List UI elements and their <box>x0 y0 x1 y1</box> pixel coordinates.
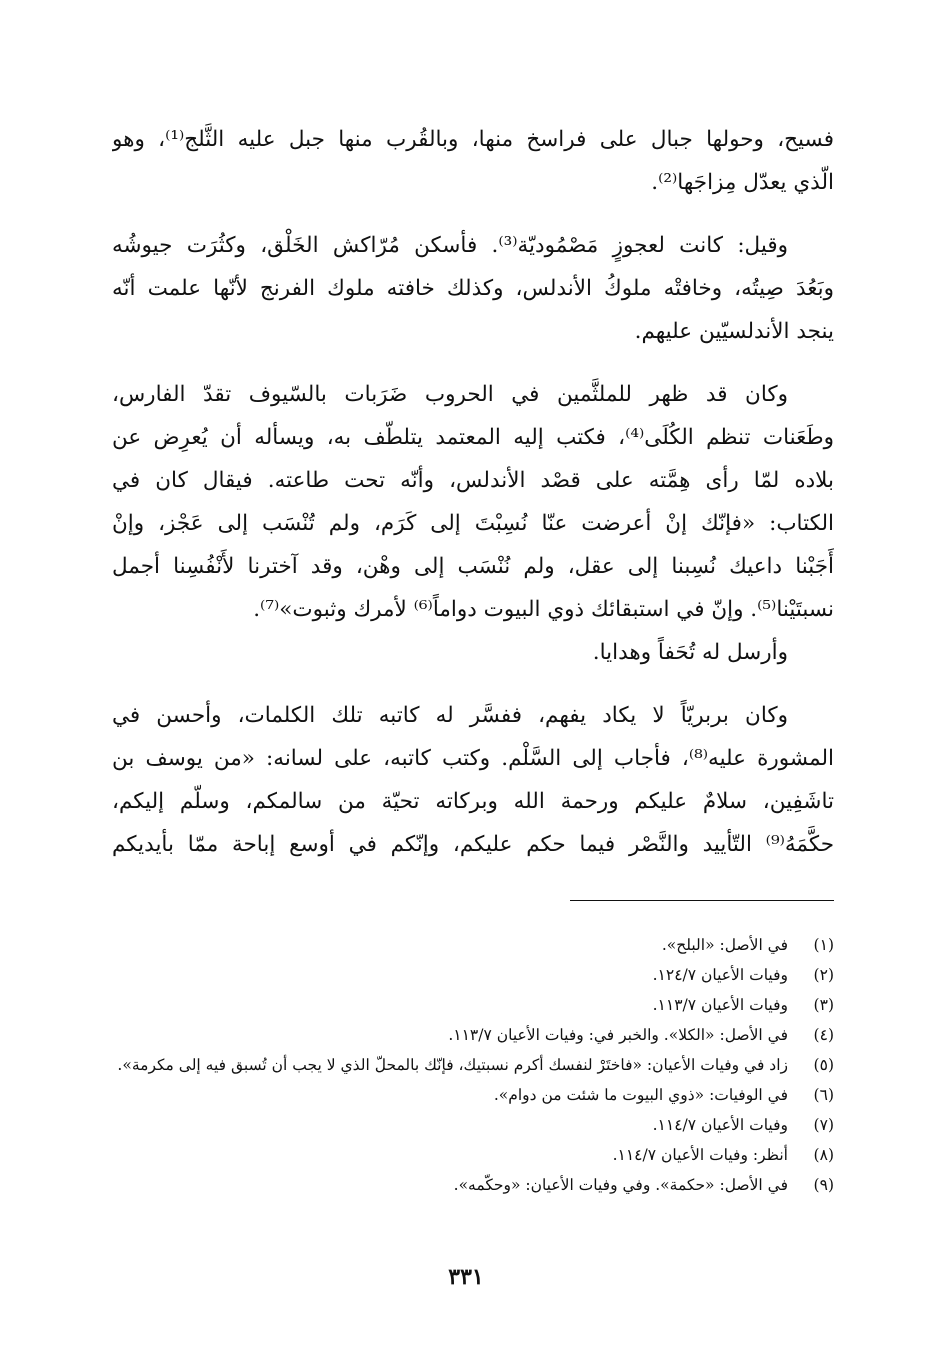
footnote <box>112 1020 834 1050</box>
footnote <box>112 1050 834 1080</box>
footnote <box>112 990 834 1020</box>
paragraph <box>112 373 834 631</box>
text-line: تاشَفِين، سلامٌ عليكم ورحمة الله وبركاته تحيّة من سالمكم، وسلّم إليكم، <box>112 789 834 814</box>
text-line: الكتاب: «فإنّك إنْ أعرضت عنّا نُسِبْتَ إلى كَرَم، ولم تُنْسَب إلى عَجْز، وإنْ <box>112 511 834 536</box>
text-line: الّذي يعدّل مِزاجَها⁽²⁾. <box>651 170 834 195</box>
footnote <box>112 960 834 990</box>
text-line: وأرسل له تُحَفاً وهدايا. <box>592 640 788 665</box>
footnote-divider <box>570 900 834 901</box>
footnote-text: زاد في وفيات الأعيان: «فاختَرْ لنفسك أكرم نسبتيك، فإنّك بالمحلّ الذي لا يجب أن تُسبق فيه إلى مكرمة». <box>117 1056 788 1074</box>
footnote <box>112 1170 834 1200</box>
paragraph <box>112 118 834 204</box>
footnote-text: في الوفيات: «ذوي البيوت ما شئت من دوام». <box>493 1086 788 1104</box>
footnote <box>112 1080 834 1110</box>
footnote-text: في الأصل: «الكلا». والخبر في: وفيات الأعيان ١١٣/٧. <box>448 1026 788 1044</box>
paragraph <box>112 631 834 674</box>
text-line: وقيل: كانت لعجوزٍ مَصْمُوديّة⁽³⁾. فأسكن مُرّاكش الخَلْق، وكثُرَت جيوشُه <box>112 233 788 258</box>
paragraph-gap <box>112 204 834 224</box>
footnote-number: (٤) <box>813 1026 834 1044</box>
footnote-number: (٥) <box>813 1056 834 1074</box>
main-text <box>112 118 834 866</box>
text-line: وطَعَنات تنظم الكُلَى⁽⁴⁾، فكتب إليه المعتمد يتلطّف به، ويسأله أن يُعرِض عن <box>112 425 834 450</box>
text-line: وبَعُدَ صِيتُه، وخافتْه ملوكُ الأندلس، وكذلك خافته ملوك الفرنج لأنّها علمت أنّه <box>112 276 834 301</box>
text-line: حكَّمَهُ⁽⁹⁾ التّأييد والنَّصْر فيما حكم عليكم، وإنّكم في أوسع إباحة ممّا بأيديكم <box>112 832 834 857</box>
footnote-number: (٦) <box>813 1086 834 1104</box>
text-line: وكان بربريّاً لا يكاد يفهم، ففسَّر له كاتبه تلك الكلمات، وأحسن في <box>112 703 788 728</box>
paragraph-gap <box>112 674 834 694</box>
paragraph <box>112 224 834 353</box>
text-line: وكان قد ظهر للملثَّمين في الحروب ضَرَبات بالسّيوف تقدّ الفارس، <box>112 382 788 407</box>
text-line: المشورة عليه⁽⁸⁾، فأجاب إلى السَّلْم. وكتب كاتبه، على لسانه: «من يوسف بن <box>112 746 834 771</box>
footnote <box>112 1110 834 1140</box>
footnote-text: وفيات الأعيان ١١٤/٧. <box>652 1116 788 1134</box>
footnote-number: (٣) <box>813 996 834 1014</box>
page-number: ٣٣١ <box>448 1264 484 1290</box>
paragraph <box>112 694 834 866</box>
text-line: فسيح، وحولها جبال على فراسخ منها، وبالقُرب منها جبل عليه الثَّلج⁽¹⁾، وهو <box>112 127 834 152</box>
text-line: بلاده لمّا رأى هِمَّته على قصْد الأندلس، وأنّه تحت طاعته. فيقال كان في <box>112 468 834 493</box>
footnote-number: (٧) <box>813 1116 834 1134</box>
paragraph-gap <box>112 353 834 373</box>
footnote-number: (٩) <box>813 1176 834 1194</box>
footnote-text: في الأصل: «البلح». <box>661 936 788 954</box>
footnote <box>112 930 834 960</box>
footnote-number: (٨) <box>813 1146 834 1164</box>
text-line: ينجد الأندلسيّين عليهم. <box>634 319 834 344</box>
footnote-text: وفيات الأعيان ١١٣/٧. <box>652 996 788 1014</box>
footnote-text: أنظر: وفيات الأعيان ١١٤/٧. <box>612 1146 788 1164</box>
footnote-number: (١) <box>813 936 834 954</box>
text-line: أَجَبْنا داعيك نُسِبنا إلى عقل، ولم نُنْسَب إلى وهْن، وقد آخترنا لأَنْفُسِنا أجمل <box>112 554 834 579</box>
footnotes <box>112 930 834 1200</box>
footnote <box>112 1140 834 1170</box>
footnote-number: (٢) <box>813 966 834 984</box>
footnote-text: وفيات الأعيان ١٢٤/٧. <box>652 966 788 984</box>
footnote-text: في الأصل: «حكمة». وفي وفيات الأعيان: «وحكّمه». <box>453 1176 788 1194</box>
text-line: نسبتَيْنا⁽⁵⁾. وإنّ في استبقائك ذوي البيوت دواماً⁽⁶⁾ لأمرك وثبوت»⁽⁷⁾. <box>253 597 834 622</box>
